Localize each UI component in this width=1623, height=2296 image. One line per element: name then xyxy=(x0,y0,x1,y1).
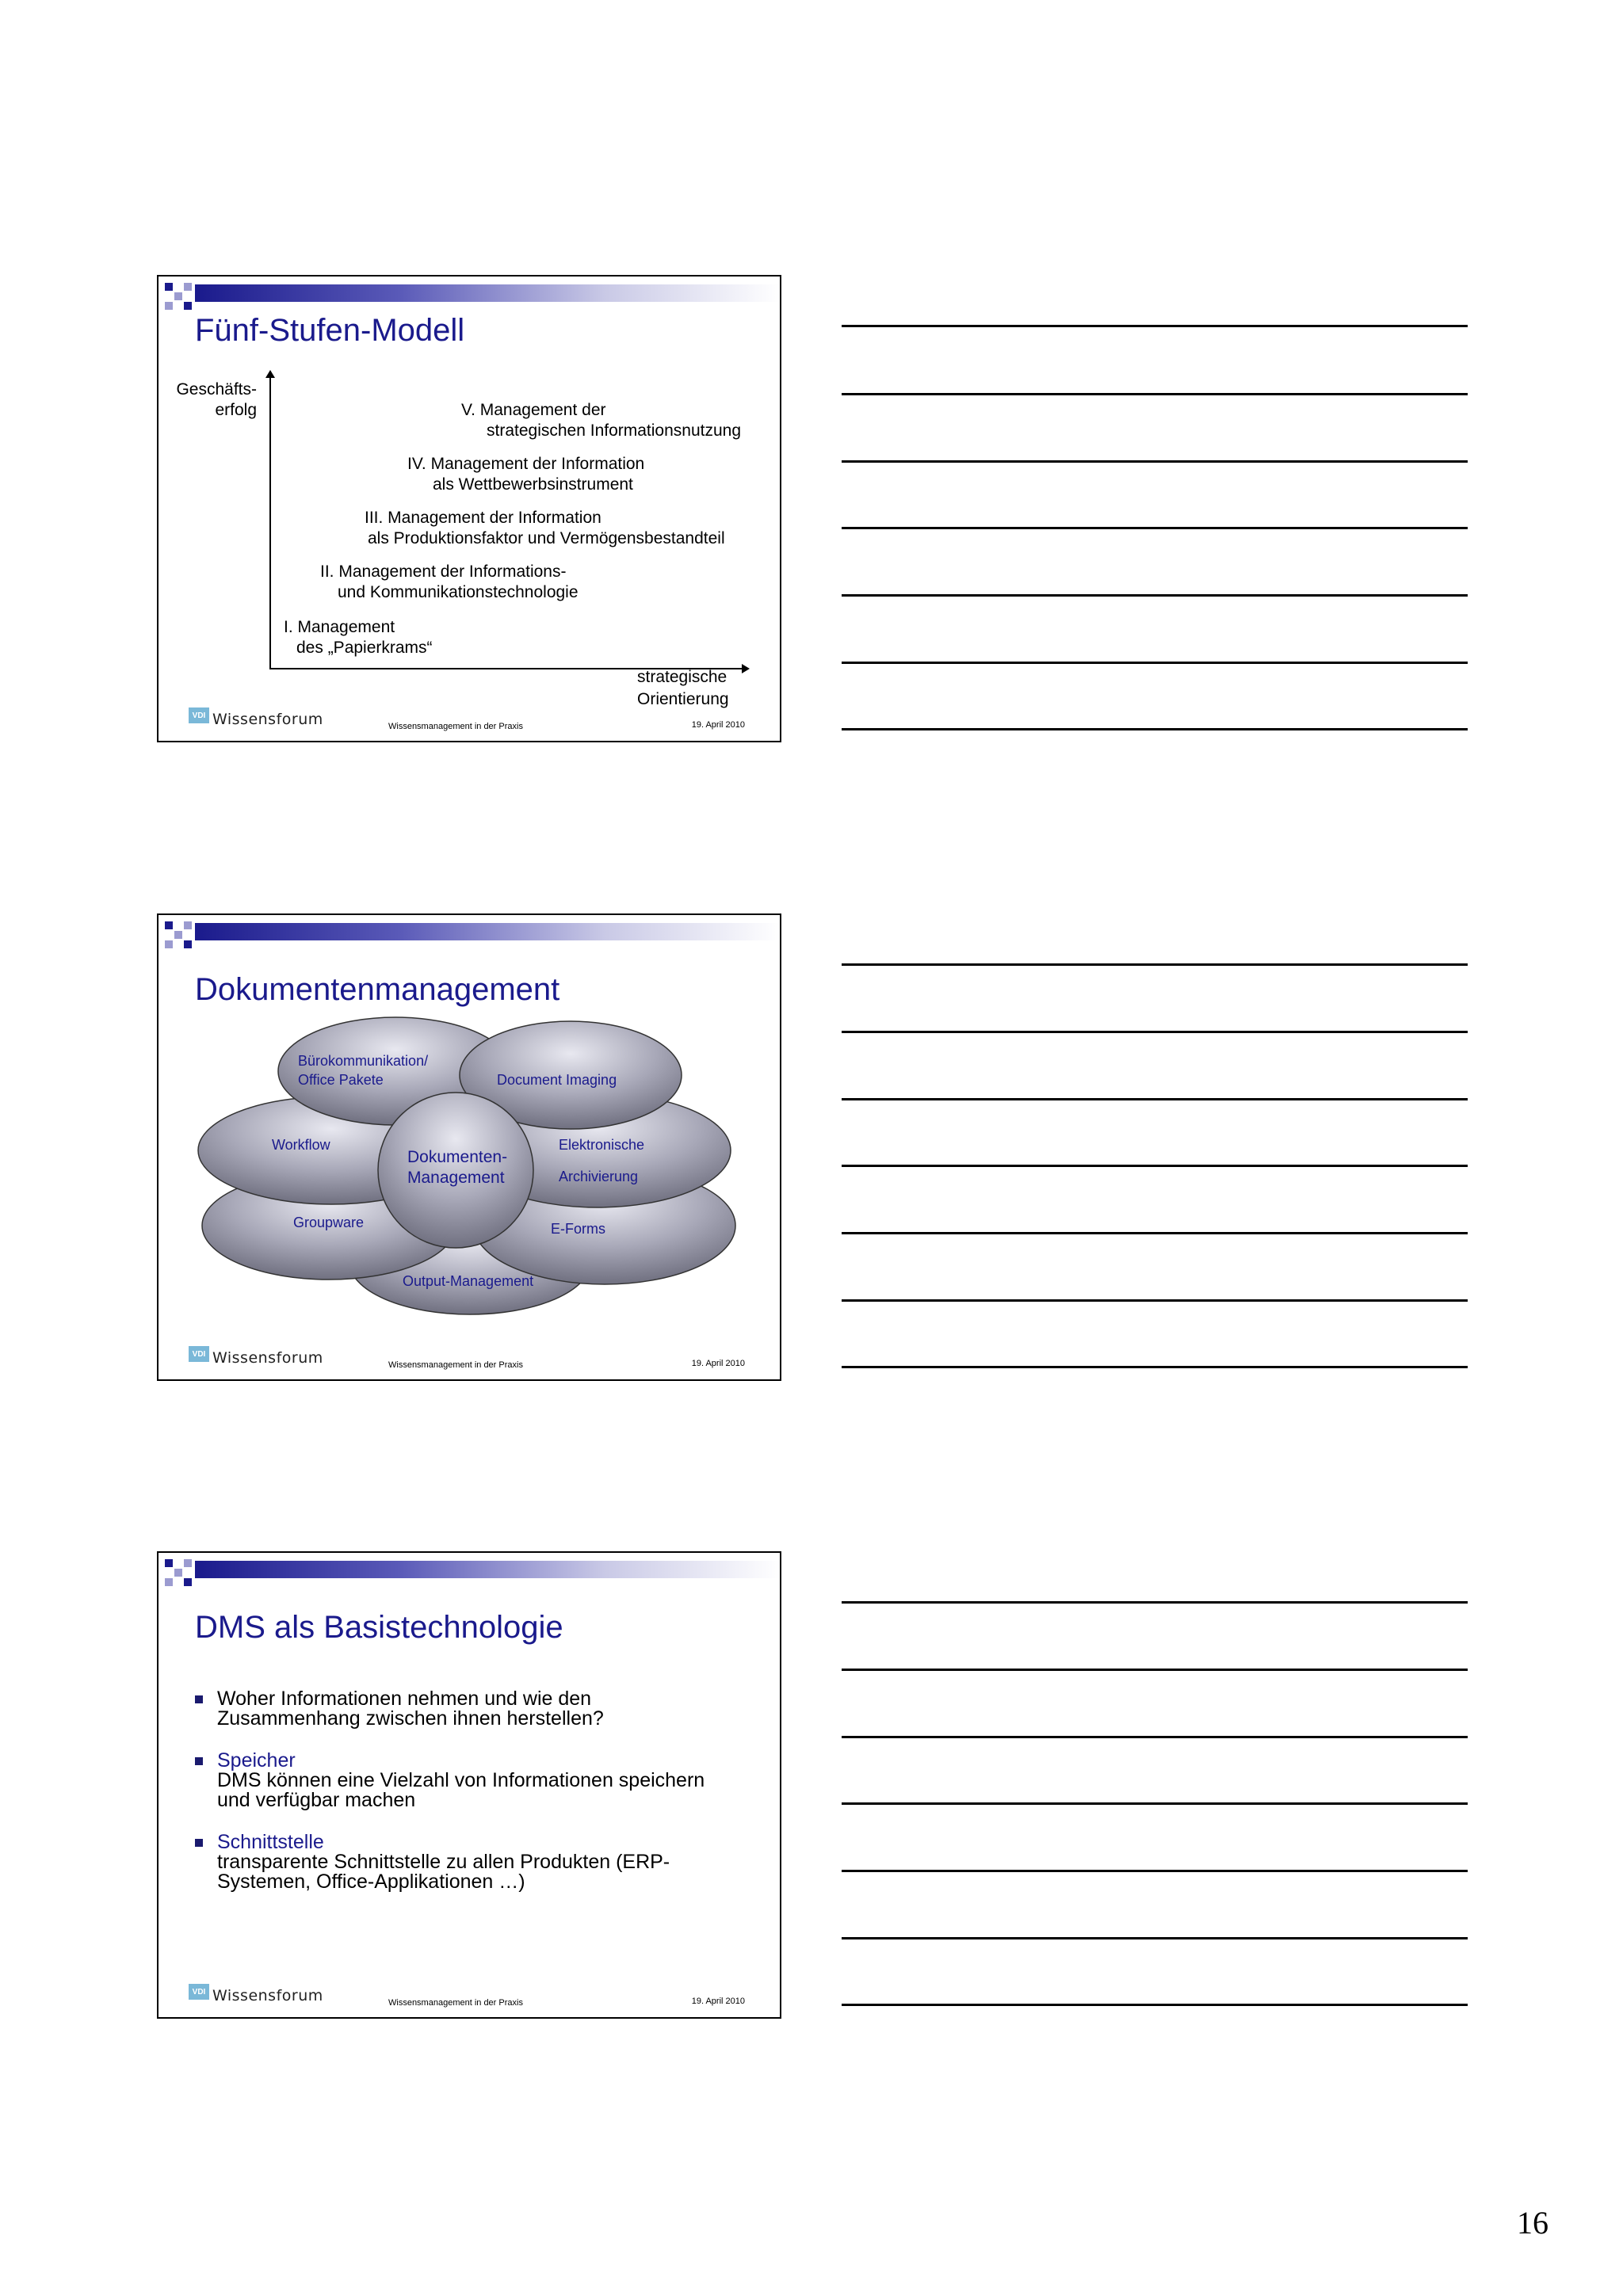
footer-title: Wissensmanagement in der Praxis xyxy=(388,1998,523,2008)
decor-squares xyxy=(165,283,192,310)
label-center-1: Dokumenten- xyxy=(407,1148,508,1166)
note-line xyxy=(842,1736,1468,1738)
bullet-square-icon xyxy=(195,1695,203,1703)
note-line xyxy=(842,1165,1468,1167)
label-eforms: E-Forms xyxy=(551,1221,605,1237)
stage-2: II. Management der Informations- und Kommunikationstechnologie xyxy=(320,563,579,601)
note-line xyxy=(842,393,1468,395)
stage-1: I. Management des „Papierkrams“ xyxy=(284,618,433,657)
label-output: Output-Management xyxy=(403,1273,534,1289)
note-line xyxy=(842,460,1468,463)
stage-5: V. Management der strategischen Informationsnutzung xyxy=(461,401,742,440)
footer-title: Wissensmanagement in der Praxis xyxy=(388,722,523,731)
y-axis-arrow-icon xyxy=(265,370,275,378)
slide-title: Dokumentenmanagement xyxy=(195,972,560,1007)
slide-dms-basistechnologie xyxy=(157,1551,781,2019)
bullet-list xyxy=(195,1689,750,1914)
label-center-2: Management xyxy=(407,1169,505,1187)
label-buero-2: Office Pakete xyxy=(298,1072,384,1088)
label-buero-1: Bürokommunikation/ xyxy=(298,1053,429,1069)
note-line xyxy=(842,1601,1468,1604)
wissensforum-logo: VDI Wissensforum xyxy=(189,1981,323,2004)
slide-fuenf-stufen-modell xyxy=(157,275,781,742)
footer-date: 19. April 2010 xyxy=(691,1997,745,2006)
stage-3: III. Management der Information als Produktionsfaktor und Vermögensbestandteil xyxy=(365,509,725,547)
note-line xyxy=(842,527,1468,529)
wissensforum-logo: VDI Wissensforum xyxy=(189,704,323,728)
slide-title: Fünf-Stufen-Modell xyxy=(195,313,465,348)
footer-date: 19. April 2010 xyxy=(691,720,745,730)
label-workflow: Workflow xyxy=(272,1137,330,1153)
wissensforum-logo: VDI Wissensforum xyxy=(189,1343,323,1367)
note-line xyxy=(842,1870,1468,1872)
y-axis-label: Geschäfts- erfolg xyxy=(176,380,257,419)
bullet-square-icon xyxy=(195,1757,203,1765)
decor-squares xyxy=(165,1559,192,1586)
bullet-item: Speicher DMS können eine Vielzahl von Informationen speichern und verfügbar machen xyxy=(195,1751,750,1810)
note-line xyxy=(842,963,1468,966)
note-line xyxy=(842,728,1468,730)
x-axis-arrow-icon xyxy=(742,664,750,673)
label-archiv-2: Archivierung xyxy=(559,1169,639,1184)
note-line xyxy=(842,1098,1468,1100)
note-line xyxy=(842,1031,1468,1033)
title-gradient-bar xyxy=(195,284,780,302)
note-line xyxy=(842,1802,1468,1805)
footer-date: 19. April 2010 xyxy=(691,1359,745,1368)
dms-bubble-diagram xyxy=(158,915,781,1381)
label-archiv-1: Elektronische xyxy=(559,1137,645,1153)
title-gradient-bar xyxy=(195,1561,780,1578)
note-line xyxy=(842,325,1468,327)
note-line xyxy=(842,662,1468,664)
y-axis-line xyxy=(269,376,271,669)
stage-4: IV. Management der Information als Wettbewerbsinstrument xyxy=(407,455,645,494)
note-line xyxy=(842,1232,1468,1234)
bullet-square-icon xyxy=(195,1839,203,1847)
note-line xyxy=(842,1669,1468,1671)
note-line xyxy=(842,594,1468,597)
note-line xyxy=(842,1299,1468,1302)
slide-dokumentenmanagement xyxy=(157,913,781,1381)
x-axis-label: strategische Orientierung xyxy=(637,668,729,708)
footer-title: Wissensmanagement in der Praxis xyxy=(388,1360,523,1370)
slide-title: DMS als Basistechnologie xyxy=(195,1610,563,1645)
bullet-item: Schnittstelle transparente Schnittstelle zu allen Produkten (ERP- Systemen, Office-Applikationen …) xyxy=(195,1833,750,1892)
note-line xyxy=(842,1937,1468,1939)
label-imaging: Document Imaging xyxy=(497,1072,617,1088)
note-line xyxy=(842,2004,1468,2006)
page-number: 16 xyxy=(1517,2205,1549,2241)
bullet-item: Woher Informationen nehmen und wie den Zusammenhang zwischen ihnen herstellen? xyxy=(195,1689,750,1729)
note-line xyxy=(842,1366,1468,1368)
label-groupware: Groupware xyxy=(293,1215,365,1230)
